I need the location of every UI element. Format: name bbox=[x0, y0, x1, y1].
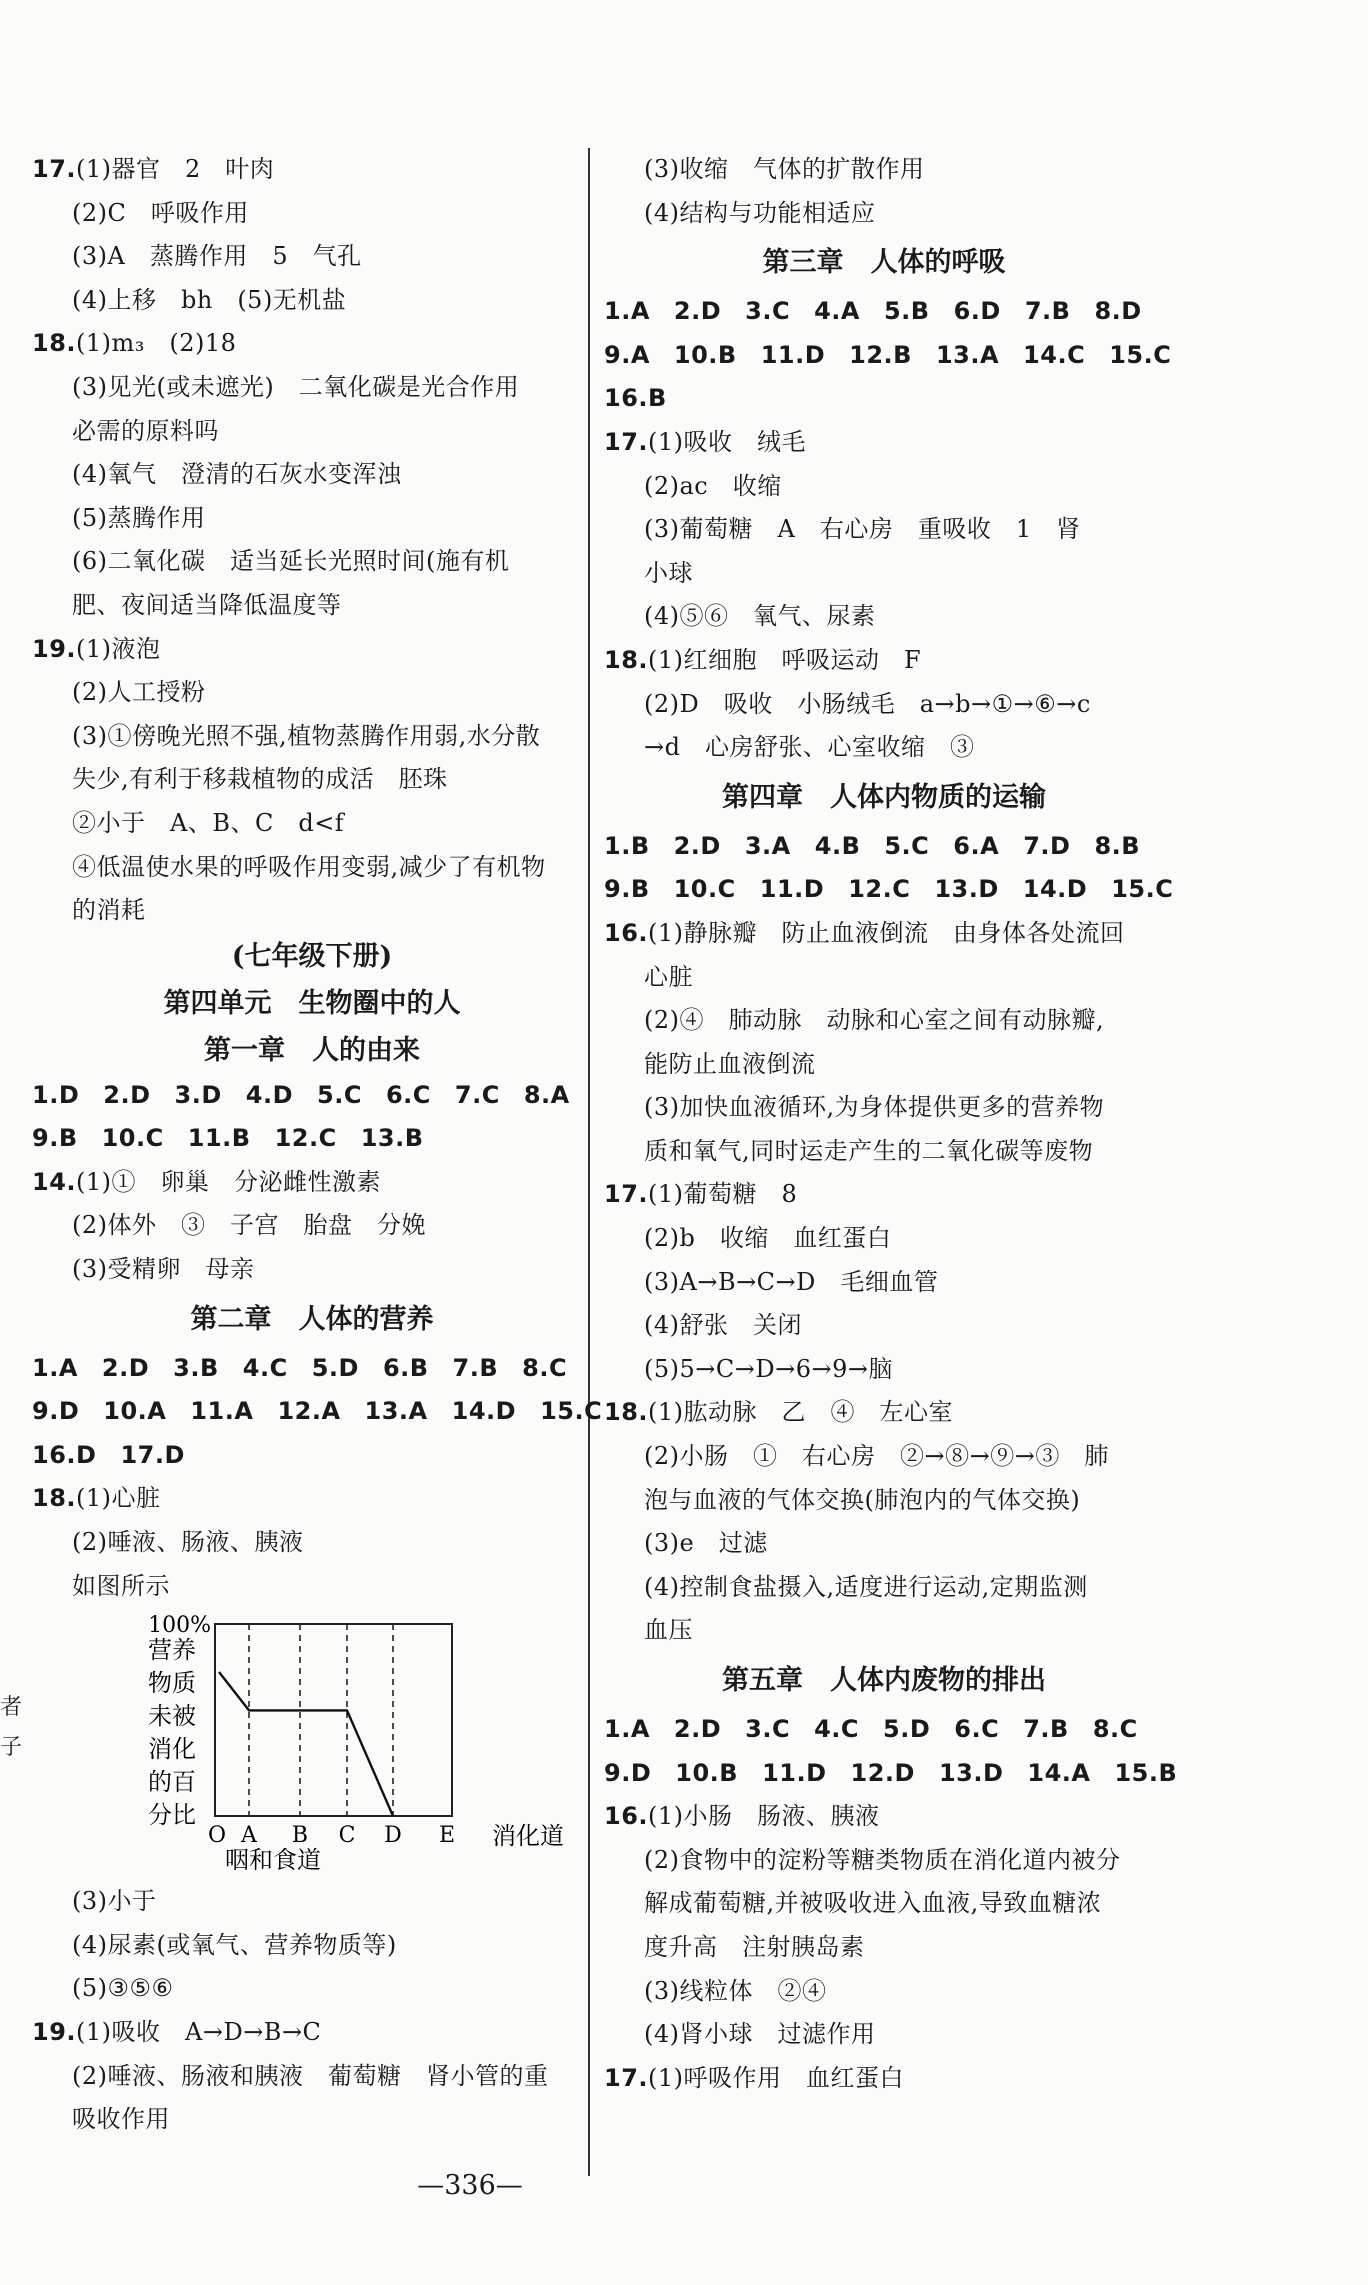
answer-line: ②小于 A、B、C d<f bbox=[72, 808, 345, 837]
answer-line: (3)A→B→C→D 毛细血管 bbox=[644, 1267, 939, 1296]
answer-line: 17.(1)器官 2 叶肉 bbox=[32, 155, 275, 183]
y-axis-label: 分比 bbox=[148, 1801, 196, 1830]
answer-line: (5)③⑤⑥ bbox=[72, 1974, 174, 2003]
answer-line: (2)小肠 ① 右心房 ②→⑧→⑨→③ 肺 bbox=[644, 1442, 1109, 1471]
answer-line: (2)ac 收缩 bbox=[644, 471, 782, 500]
x-tick-label: A bbox=[241, 1823, 257, 1849]
answer-line: (3)①傍晚光照不强,植物蒸腾作用弱,水分散 bbox=[72, 721, 541, 750]
answer-line: 如图所示 bbox=[72, 1571, 170, 1600]
answer-line: 度升高 注射胰岛素 bbox=[644, 1932, 865, 1961]
answer-line: (4)舒张 关闭 bbox=[644, 1311, 802, 1340]
answer-line: (3)e 过滤 bbox=[644, 1529, 768, 1558]
page-number: —336— bbox=[417, 2170, 523, 2201]
mcq-row: 9.D 10.B 11.D 12.D 13.D 14.A 15.B bbox=[604, 1758, 1178, 1787]
answer-line: (4)尿素(或氧气、营养物质等) bbox=[72, 1930, 397, 1959]
answer-line: 19.(1)吸收 A→D→B→C bbox=[32, 2018, 322, 2046]
answer-line: (3)小于 bbox=[72, 1887, 157, 1916]
mcq-row: 1.B 2.D 3.A 4.B 5.C 6.A 7.D 8.B bbox=[604, 831, 1141, 860]
chapter-heading: 第五章 人体内废物的排出 bbox=[722, 1665, 1046, 1696]
answer-line: 小球 bbox=[644, 558, 693, 587]
x-tick-label: D bbox=[384, 1823, 402, 1849]
answer-line: (2)b 收缩 血红蛋白 bbox=[644, 1224, 892, 1253]
y-axis-label: 的百 bbox=[148, 1768, 196, 1797]
chapter-heading: 第二章 人体的营养 bbox=[190, 1303, 434, 1335]
answer-line: 失少,有利于移栽植物的成活 胚珠 bbox=[72, 765, 448, 794]
left-column bbox=[32, 148, 603, 2142]
right-column bbox=[604, 148, 1178, 2100]
mcq-row: 9.B 10.C 11.B 12.C 13.B bbox=[32, 1124, 424, 1153]
answer-line: 18.(1)m₃ (2)18 bbox=[32, 329, 237, 358]
digestion-chart bbox=[32, 1608, 592, 1880]
answer-line: (2)人工授粉 bbox=[72, 678, 206, 707]
chapter-heading: 第三章 人体的呼吸 bbox=[762, 247, 1006, 279]
edge-mark: 子 bbox=[0, 1735, 23, 1760]
answer-line: (3)加快血液循环,为身体提供更多的营养物 bbox=[644, 1093, 1105, 1122]
x-tick-label: O bbox=[207, 1823, 227, 1849]
edge-mark: 者 bbox=[0, 1695, 23, 1720]
answer-line: (2)体外 ③ 子宫 胎盘 分娩 bbox=[72, 1211, 426, 1240]
answer-line: (2)唾液、肠液、胰液 bbox=[72, 1528, 304, 1557]
x-sub-label: 咽和食道 bbox=[225, 1846, 321, 1875]
mcq-row: 9.D 10.A 11.A 12.A 13.A 14.D 15.C bbox=[32, 1397, 603, 1426]
y-top-label: 100% bbox=[148, 1613, 211, 1639]
answer-line: 18.(1)心脏 bbox=[32, 1484, 161, 1513]
answer-line: (4)控制食盐摄入,适度进行运动,定期监测 bbox=[644, 1572, 1088, 1601]
volume-heading: (七年级下册) bbox=[231, 940, 393, 972]
answer-line: 吸收作用 bbox=[72, 2105, 170, 2134]
series-line bbox=[219, 1672, 393, 1816]
answer-line: 17.(1)吸收 绒毛 bbox=[604, 427, 807, 456]
answer-line: (2)C 呼吸作用 bbox=[72, 198, 249, 227]
answer-line: (4)氧气 澄清的石灰水变浑浊 bbox=[72, 460, 402, 489]
answer-line: 必需的原料吗 bbox=[72, 416, 219, 445]
answer-line: 17.(1)葡萄糖 8 bbox=[604, 1180, 798, 1209]
answer-line: 能防止血液倒流 bbox=[644, 1049, 816, 1078]
mcq-row: 9.A 10.B 11.D 12.B 13.A 14.C 15.C bbox=[604, 340, 1172, 369]
answer-line: 的消耗 bbox=[72, 896, 146, 925]
answer-line: 16.(1)静脉瓣 防止血液倒流 由身体各处流回 bbox=[604, 918, 1125, 947]
mcq-row: 1.A 2.D 3.B 4.C 5.D 6.B 7.B 8.C bbox=[32, 1353, 568, 1382]
y-axis-label: 物质 bbox=[148, 1669, 196, 1698]
answer-line: 肥、夜间适当降低温度等 bbox=[72, 590, 342, 619]
mcq-row: 9.B 10.C 11.D 12.C 13.D 14.D 15.C bbox=[604, 875, 1174, 904]
answer-line: 18.(1)肱动脉 乙 ④ 左心室 bbox=[604, 1398, 954, 1427]
y-axis-label: 未被 bbox=[148, 1702, 196, 1731]
chart-frame bbox=[215, 1624, 452, 1816]
answer-line: (4)⑤⑥ 氧气、尿素 bbox=[644, 602, 876, 631]
answer-line: 17.(1)呼吸作用 血红蛋白 bbox=[604, 2063, 905, 2092]
x-tick-label: C bbox=[338, 1823, 356, 1849]
answer-line: 18.(1)红细胞 呼吸运动 F bbox=[604, 645, 922, 674]
answer-line: 14.(1)① 卵巢 分泌雌性激素 bbox=[32, 1167, 382, 1196]
unit-heading: 第四单元 生物圈中的人 bbox=[163, 987, 461, 1019]
answer-line: (3)受精卵 母亲 bbox=[72, 1255, 255, 1284]
y-axis-label: 消化 bbox=[148, 1735, 196, 1764]
mcq-row: 1.A 2.D 3.C 4.A 5.B 6.D 7.B 8.D bbox=[604, 297, 1142, 326]
answer-line: (2)D 吸收 小肠绒毛 a→b→①→⑥→c bbox=[644, 689, 1091, 718]
answer-line: →d 心房舒张、心室收缩 ③ bbox=[644, 733, 975, 762]
answer-line: (5)蒸腾作用 bbox=[72, 503, 206, 532]
answer-line: 心脏 bbox=[644, 962, 693, 991]
chapter-heading: 第一章 人的由来 bbox=[204, 1034, 420, 1066]
answer-line: 血压 bbox=[644, 1616, 693, 1645]
answer-line: ④低温使水果的呼吸作用变弱,减少了有机物 bbox=[72, 852, 546, 881]
answer-line: 19.(1)液泡 bbox=[32, 634, 161, 663]
answer-line: (2)食物中的淀粉等糖类物质在消化道内被分 bbox=[644, 1845, 1121, 1874]
x-axis-label: 消化道 bbox=[492, 1822, 564, 1851]
answer-line: (4)上移 bh (5)无机盐 bbox=[72, 285, 347, 314]
chart-svg bbox=[32, 1608, 564, 1880]
answer-line: (3)收缩 气体的扩散作用 bbox=[644, 155, 925, 183]
answer-line: (3)见光(或未遮光) 二氧化碳是光合作用 bbox=[72, 372, 520, 401]
answer-line: (2)唾液、肠液和胰液 葡萄糖 肾小管的重 bbox=[72, 2061, 549, 2090]
answer-line: (5)5→C→D→6→9→脑 bbox=[644, 1354, 893, 1383]
mcq-row: 16.B bbox=[604, 384, 667, 413]
y-axis-label: 营养 bbox=[148, 1636, 196, 1665]
answer-line: 16.(1)小肠 肠液、胰液 bbox=[604, 1802, 880, 1831]
answer-line: 泡与血液的气体交换(肺泡内的气体交换) bbox=[644, 1485, 1081, 1514]
mcq-row: 1.A 2.D 3.C 4.C 5.D 6.C 7.B 8.C bbox=[604, 1715, 1138, 1743]
x-tick-label: E bbox=[438, 1823, 456, 1849]
answer-line: (4)肾小球 过滤作用 bbox=[644, 2020, 876, 2049]
answer-line: (3)线粒体 ②④ bbox=[644, 1976, 827, 2005]
answer-line: (2)④ 肺动脉 动脉和心室之间有动脉瓣, bbox=[644, 1006, 1105, 1035]
answer-line: 解成葡萄糖,并被吸收进入血液,导致血糖浓 bbox=[644, 1889, 1102, 1918]
answer-line: (6)二氧化碳 适当延长光照时间(施有机 bbox=[72, 547, 510, 576]
answer-line: 质和氧气,同时运走产生的二氧化碳等废物 bbox=[644, 1136, 1094, 1165]
mcq-row: 16.D 17.D bbox=[32, 1440, 185, 1469]
mcq-row: 1.D 2.D 3.D 4.D 5.C 6.C 7.C 8.A bbox=[32, 1080, 570, 1109]
x-tick-label: B bbox=[291, 1823, 309, 1849]
answer-line: (3)葡萄糖 A 右心房 重吸收 1 肾 bbox=[644, 515, 1081, 544]
answer-line: (3)A 蒸腾作用 5 气孔 bbox=[72, 242, 362, 271]
chapter-heading: 第四章 人体内物质的运输 bbox=[722, 781, 1046, 813]
answer-line: (4)结构与功能相适应 bbox=[644, 198, 876, 227]
